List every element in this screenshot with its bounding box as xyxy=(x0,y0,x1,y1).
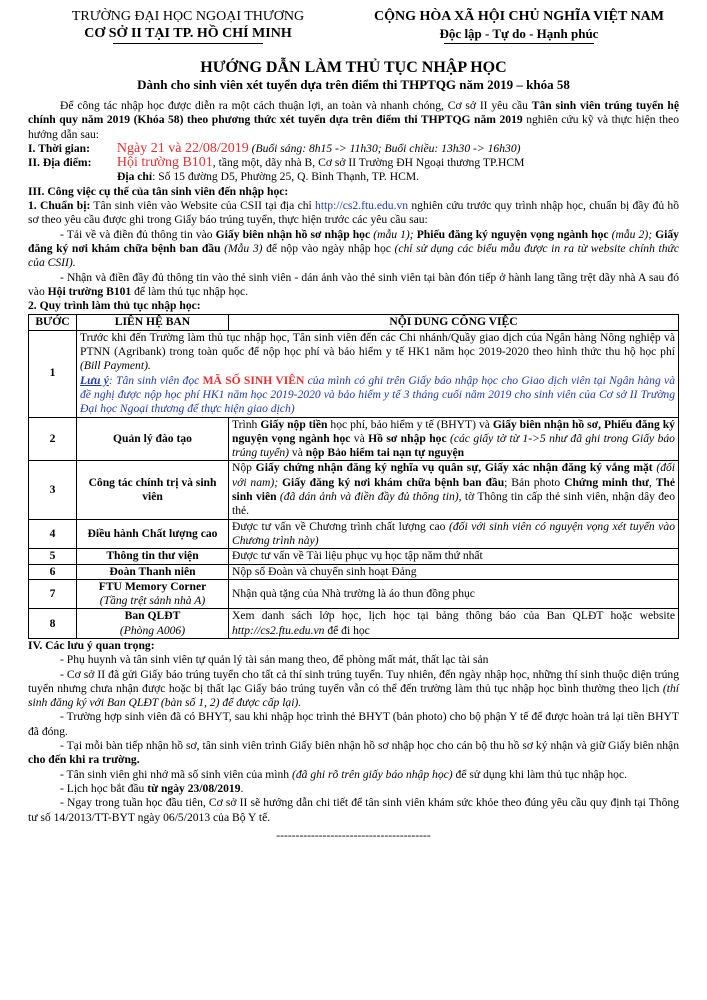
column-header-department: LIÊN HỆ BAN xyxy=(77,315,229,330)
column-header-content: NỘI DUNG CÔNG VIỆC xyxy=(229,315,679,330)
department xyxy=(77,579,229,609)
text: và xyxy=(350,431,369,445)
step-number: 7 xyxy=(29,579,77,609)
text: , xyxy=(648,475,656,489)
step-number: 2 xyxy=(29,417,77,461)
text: (đối với nam); xyxy=(232,461,676,489)
table-row xyxy=(29,564,679,579)
text: từ ngày 23/08/2019 xyxy=(147,781,241,795)
text: Hồ sơ nhập học xyxy=(368,431,447,445)
enrollment-hours: (Buổi sáng: 8h15 -> 11h30; Buổi chiều: 13h30 -> 16h30) xyxy=(251,141,521,155)
text: (Mẫu 3) xyxy=(220,241,263,255)
department: Điều hành Chất lượng cao xyxy=(77,519,229,549)
institution-block xyxy=(28,8,348,44)
step-number: 8 xyxy=(29,609,77,639)
note xyxy=(80,374,675,416)
preparation-paragraph xyxy=(28,199,679,228)
intro-target: Tân sinh viên trúng tuyển hệ chính quy năm 2019 (Khóa 58) theo phương thức xét tuyển dựa trên điểm thi THPTQG năm 2019 xyxy=(28,99,680,127)
section-4-heading: IV. Các lưu ý quan trọng: xyxy=(28,638,155,652)
text: Trình xyxy=(232,417,261,431)
intro-text-end: nghiên cứu kỹ và thực hiện theo hướng dẫn sau: xyxy=(28,113,679,141)
form-3-name: Giấy đăng ký nơi khám chữa bệnh ban đầu xyxy=(28,227,679,255)
text: Chứng minh thư xyxy=(564,475,649,489)
department: Quản lý đào tạo xyxy=(77,417,229,461)
step-content: Nhận quà tặng của Nhà trường là áo thun đồng phục xyxy=(229,579,679,609)
text: nộp Bảo hiểm tai nạn tự nguyện xyxy=(305,446,465,460)
form-note: (chỉ sử dụng các biểu mẫu được in ra từ website chính thức của CSII). xyxy=(28,241,679,270)
table-header-row xyxy=(29,315,679,330)
national-motto-block xyxy=(359,8,679,44)
text: - Tại mỗi bàn tiếp nhận hồ sơ, tân sinh viên trình Giấy biên nhận hồ sơ nhập học cho cán bộ thu hồ sơ ký nhận và giữ Giấy biên nhận xyxy=(60,739,679,753)
text: Giấy chứng nhận đăng ký nghĩa vụ quân sự, Giấy xác nhận đăng ký vắng mặt xyxy=(255,461,653,475)
step-content xyxy=(229,417,679,461)
enrollment-date: Ngày 21 và 22/08/2019 xyxy=(116,140,249,156)
department xyxy=(77,609,229,639)
department-name: FTU Memory Corner xyxy=(98,579,207,593)
hall-name: Hội trường B101 xyxy=(116,155,213,171)
text: để sử dụng khi làm thủ tục nhập học. xyxy=(452,767,628,781)
table-row xyxy=(29,549,679,564)
step-number: 5 xyxy=(29,549,77,564)
text: Được tư vấn về Chương trình chất lượng cao xyxy=(232,519,449,533)
text: - Cơ sở II đã gửi Giấy báo trúng tuyển cho tất cả thí sinh trúng tuyển. Tuy nhiên, đến ngày nhập học, những thí sinh thuộc diện trúng tuyển nhưng chưa nhận được hoặc bị thất lạc Giấy báo trúng tuyển vẫn có thể đến trường làm thủ tục nhập học bình thường theo lịch xyxy=(28,667,679,695)
text: ; Bản photo xyxy=(504,475,565,489)
text: Trước khi đến Trường làm thủ tục nhập học, Tân sinh viên đến các Chi nhánh/Quầy giao dịch của Ngân hàng Nông nghiệp và PTNN (Agribank) trong toàn quốc để nộp học phí và bảo hiểm y tế HK1 năm học 2019-2020 theo hình thức thu hộ học phí xyxy=(80,330,675,359)
text: và xyxy=(289,446,306,460)
address-line xyxy=(28,170,679,184)
procedure-label: 2. Quy trình làm thủ tục nhập học: xyxy=(28,299,201,313)
department: Thông tin thư viện xyxy=(77,549,229,564)
text: - Lịch học bắt đầu xyxy=(60,781,148,795)
document-subtitle: Dành cho sinh viên xét tuyển dựa trên điểm thi THPTQG năm 2019 – khóa 58 xyxy=(137,77,570,92)
step-number: 1 xyxy=(29,330,77,417)
time-label: I. Thời gian: xyxy=(28,141,90,155)
note-item: - Phụ huynh và tân sinh viên tự quản lý tài sản mang theo, để phòng mất mát, thất lạc tài sản xyxy=(60,653,489,667)
website-link[interactable]: http://cs2.ftu.edu.vn xyxy=(232,623,325,637)
text: Thẻ sinh viên xyxy=(232,475,676,504)
table-row xyxy=(29,579,679,609)
note-item: - Trường hợp sinh viên đã có BHYT, sau khi nhập học trình thẻ BHYT (bản photo) cho bộ phận Y tế để được hoàn trả lại tiền BHYT đã đóng. xyxy=(28,710,679,738)
department-name: Ban QLĐT xyxy=(124,609,181,623)
text: : Tân sinh viên đọc xyxy=(108,373,203,387)
step-content xyxy=(229,609,679,639)
department-location: (Tầng trệt sảnh nhà A) xyxy=(99,594,206,608)
text: Xem danh sách lớp học, lịch học tại bảng thông báo của Ban QLĐT hoặc website xyxy=(232,609,675,623)
text: (các giấy tờ từ 1->5 như đã ghi trong Giấy báo trúng tuyển) xyxy=(232,431,675,460)
department: Công tác chính trị và sinh viên xyxy=(77,461,229,519)
text: (thí sinh đăng ký với Ban QLĐT (bàn số 1, 2) để được cấp lại). xyxy=(28,681,679,710)
text: để đi học xyxy=(324,623,370,637)
place-label: II. Địa điểm: xyxy=(28,156,92,170)
text: của mình có ghi trên Giấy báo nhập học cho Giao dịch viên tại Ngân hàng và đề nghị được nộp học phí HK1 năm học 2019-2020 và bảo hiểm y tế 3 tháng cuối năm 2019 cho sinh viên của Cơ sở II Trường Đại học Ngoại thương để thực hiện giao dịch) xyxy=(80,373,675,416)
text: - Tải về và điền đủ thông tin vào xyxy=(60,227,216,241)
intro-paragraph xyxy=(28,99,679,142)
divider xyxy=(444,43,594,44)
table-row xyxy=(29,330,679,417)
column-header-step: BƯỚC xyxy=(29,315,77,330)
text: để làm thủ tục nhập học. xyxy=(131,284,249,298)
note-item xyxy=(28,668,679,711)
preparation-text-end: nghiên cứu trước quy trình nhập học, chuẩn bị đầy đủ hồ sơ theo yêu cầu được ghi trong Giấy báo trúng tuyển, thực hiện trước các yêu cầu sau: xyxy=(28,199,680,227)
text: Giấy nộp tiền xyxy=(260,417,328,431)
section-3-heading: III. Công việc cụ thể của tân sinh viên đến nhập học: xyxy=(28,184,289,198)
text: học phí, bảo hiểm y tế (BHYT) và xyxy=(327,417,493,431)
text: (đã ghi rõ trên giấy báo nhập học) xyxy=(291,767,453,781)
place-line xyxy=(28,156,679,170)
text: (mẫu 2); xyxy=(608,227,656,241)
divider xyxy=(113,43,263,44)
text: , tờ Thông tin cấp thẻ sinh viên, nhận dây đeo thẻ. xyxy=(232,490,675,518)
step-number: 3 xyxy=(29,461,77,519)
text: (mẫu 1); xyxy=(370,227,417,241)
table-row xyxy=(29,519,679,549)
note-item xyxy=(28,782,679,796)
note-item: - Ngay trong tuần học đầu tiên, Cơ sở II sẽ hướng dẫn chi tiết để tân sinh viên khám sức khỏe theo đúng yêu cầu quy định tại Thông tư số 14/2013/TT-BYT ngày 06/5/2013 của Bộ Y tế. xyxy=(28,796,679,824)
text: Giấy đăng ký nơi khám chữa bệnh ban đầu xyxy=(281,475,505,489)
prep-item-2 xyxy=(28,271,679,300)
step-number: 6 xyxy=(29,564,77,579)
step-content xyxy=(229,461,679,519)
text: cho đến khi ra trường. xyxy=(28,753,140,767)
step-number: 4 xyxy=(29,519,77,549)
university-name: TRƯỜNG ĐẠI HỌC NGOẠI THƯƠNG xyxy=(71,9,305,24)
table-row xyxy=(29,609,679,639)
hall-name: Hội trường B101 xyxy=(47,284,132,298)
text: - Tân sinh viên ghi nhớ mã số sinh viên của mình xyxy=(60,767,292,781)
address-text: : Số 15 đường D5, Phường 25, Q. Bình Thạnh, TP. HCM. xyxy=(152,170,420,184)
text: (đối với sinh viên có nguyện vọng xét tuyển vào Chương trình này) xyxy=(232,519,675,547)
table-row xyxy=(29,461,679,519)
note-item xyxy=(28,768,679,782)
website-link[interactable]: http://cs2.ftu.edu.vn xyxy=(315,199,409,213)
text: để nộp vào ngày nhập học xyxy=(262,241,395,255)
note-item xyxy=(28,739,679,768)
text: . xyxy=(240,781,244,795)
department: Đoàn Thanh niên xyxy=(77,564,229,579)
student-code-label: MÃ SỐ SINH VIÊN xyxy=(202,373,305,387)
motto: Độc lập - Tự do - Hạnh phúc xyxy=(439,26,599,41)
document-header xyxy=(28,8,679,44)
step-content xyxy=(229,519,679,549)
end-divider: ---------------------------------------- xyxy=(276,828,431,842)
preparation-text: Tân sinh viên vào Website của CSII tại địa chỉ xyxy=(90,199,316,213)
time-line xyxy=(28,142,679,156)
procedure-table xyxy=(28,314,679,639)
step-content: Được tư vấn về Tài liệu phục vụ học tập năm thứ nhất xyxy=(229,549,679,564)
text: Nộp xyxy=(232,461,256,475)
document-title: HƯỚNG DẪN LÀM THỦ TỤC NHẬP HỌC xyxy=(200,59,507,76)
text: Giấy biên nhận hồ sơ, Phiếu đăng ký nguyện vọng ngành học xyxy=(232,417,675,445)
step-content: Nộp sổ Đoàn và chuyển sinh hoạt Đảng xyxy=(229,564,679,579)
preparation-label: 1. Chuẩn bị: xyxy=(28,199,91,213)
intro-text: Để công tác nhập học được diễn ra một cách thuận lợi, an toàn và nhanh chóng, Cơ sở II yêu cầu xyxy=(60,99,532,112)
form-1-name: Giấy biên nhận hồ sơ nhập học xyxy=(215,227,371,241)
text: (Bill Payment). xyxy=(80,359,151,373)
table-row xyxy=(29,417,679,461)
country-name: CỘNG HÒA XÃ HỘI CHỦ NGHĨA VIỆT NAM xyxy=(373,9,664,24)
step-content xyxy=(77,330,679,417)
address-label: Địa chỉ xyxy=(117,170,153,184)
department-location: (Phòng A006) xyxy=(119,623,186,637)
campus-name: CƠ SỞ II TẠI TP. HỒ CHÍ MINH xyxy=(84,26,292,41)
text: (đã dán ảnh và điền đầy đủ thông tin) xyxy=(276,490,459,504)
text: - Nhận và điền đầy đủ thông tin vào thẻ sinh viên - dán ảnh vào thẻ sinh viên tại bàn đón tiếp ở hành lang tầng trệt dãy nhà A sau đó vào xyxy=(28,270,679,298)
note-label: Lưu ý xyxy=(80,373,109,387)
hall-location: , tầng một, dãy nhà B, Cơ sở II Trường ĐH Ngoại thương TP.HCM xyxy=(212,156,525,170)
prep-item-1 xyxy=(28,228,679,271)
form-2-name: Phiếu đăng ký nguyện vọng ngành học xyxy=(416,227,609,241)
